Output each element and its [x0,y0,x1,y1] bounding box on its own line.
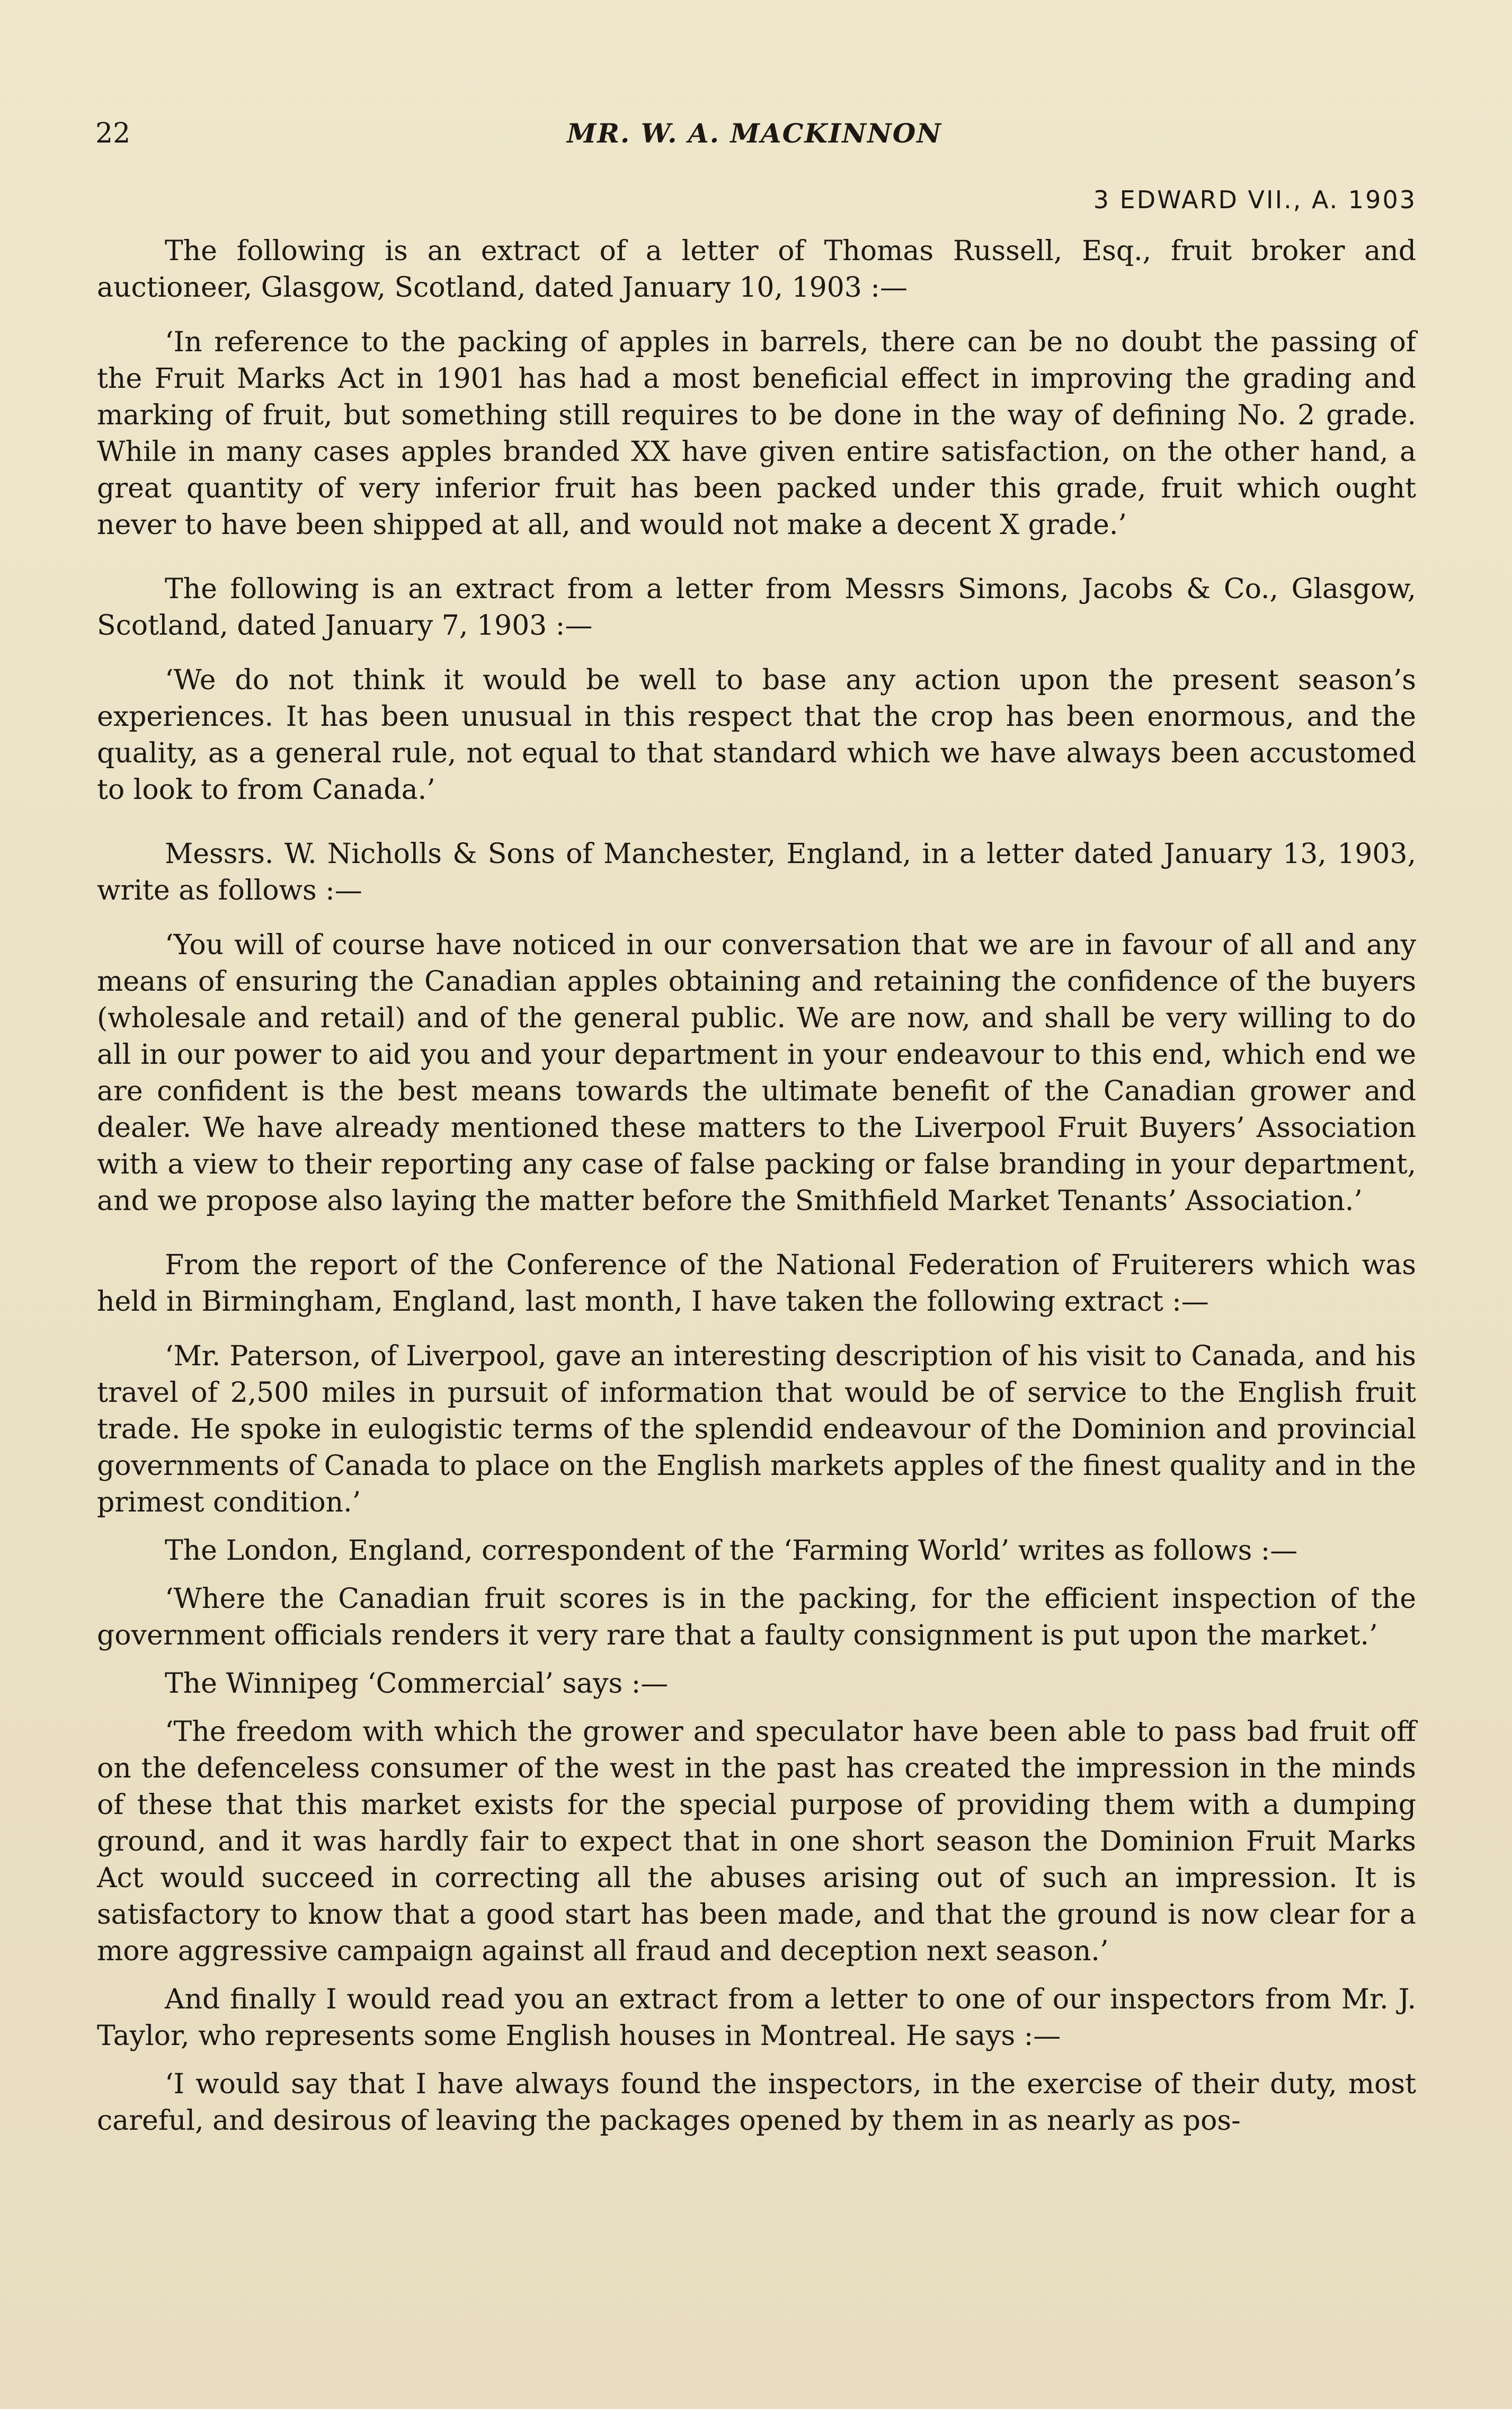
paragraph-taylor-intro: And finally I would read you an extract from a letter to one of our inspectors from Mr. J. Taylor, who represents some English houses in Montreal. He says :— [97,1984,1416,2052]
paragraph-commercial-intro: The Winnipeg ‘Commercial’ says :— [165,1668,669,1700]
paragraph-nicholls-intro: Messrs. W. Nicholls & Sons of Manchester, England, in a letter dated January 13, 1903, write as follows :— [97,838,1416,906]
quote-farming-world: ‘Where the Canadian fruit scores is in the packing, for the efficient inspection of the government officials renders it very rare that a faulty consignment is put upon the market.’ [97,1583,1416,1651]
paragraph-simons-intro: The following is an extract from a letter from Messrs Simons, Jacobs & Co., Glasgow, Scotland, dated January 7, 1903 :— [97,573,1416,642]
quote-nicholls: ‘You will of course have noticed in our conversation that we are in favour of all and any means of ensuring the Canadian apples obtaining and retaining the confidence of the buyers (wholesale and retail) and of the general public. We are now, and shall be very willing to do all in our power to aid you and your department in your endeavour to this end, which end we are confident is the best means towards the ultimate benefit of the Canadian grower and dealer. We have already mentioned these matters to the Liverpool Fruit Buyers’ Association with a view to their reporting any case of false packing or false branding in your department, and we propose also laying the matter before the Smithfield Market Tenants’ Association.’ [97,929,1416,1217]
paragraph-russell-intro: The following is an extract of a letter of Thomas Russell, Esq., fruit broker and auctioneer, Glasgow, Scotland, dated January 10, 1903 :— [97,235,1416,304]
quote-russell: ‘In reference to the packing of apples in barrels, there can be no doubt the passing of the Fruit Marks Act in 1901 has had a most beneficial effect in improving the grading and marking of fruit, but something still requires to be done in the way of defining No. 2 grade. While in many cases apples branded XX have given entire satisfaction, on the other hand, a great quantity of very inferior fruit has been packed under this grade, fruit which ought never to have been shipped at all, and would not make a decent X grade.’ [97,326,1416,541]
page-number: 22 [95,118,131,149]
paragraph-farming-world-intro: The London, England, correspondent of the ‘Farming World’ writes as follows :— [165,1535,1298,1567]
paragraph-conference-intro: From the report of the Conference of the National Federation of Fruiterers which was held in Birmingham, England, last month, I have taken the following extract :— [97,1249,1416,1318]
quote-taylor: ‘I would say that I have always found the inspectors, in the exercise of their duty, most careful, and desirous of leaving the packages opened by them in as nearly as pos- [97,2068,1416,2137]
quote-paterson: ‘Mr. Paterson, of Liverpool, gave an interesting description of his visit to Canada, and his travel of 2,500 miles in pursuit of information that would be of service to the English fruit trade. He spoke in eulogistic terms of the splendid endeavour of the Dominion and provincial governments of Canada to place on the English markets apples of the finest quality and in the primest condition.’ [97,1340,1416,1518]
running-title: MR. W. A. MACKINNON [567,118,942,149]
quote-simons: ‘We do not think it would be well to base any action upon the present season’s experiences. It has been unusual in this respect that the crop has been enormous, and the quality, as a general rule, not equal to that standard which we have always been accustomed to look to from Canada.’ [97,664,1416,806]
session-reference: 3 EDWARD VII., A. 1903 [1093,185,1417,214]
running-head [95,118,1420,160]
quote-commercial: ‘The freedom with which the grower and speculator have been able to pass bad fruit off on the defenceless consumer of the west in the past has created the impression in the minds of these that this market exists for the special purpose of providing them with a dumping ground, and it was hardly fair to expect that in one short season the Dominion Fruit Marks Act would succeed in correcting all the abuses arising out of such an impression. It is satisfactory to know that a good start has been made, and that the ground is now clear for a more aggressive campaign against all fraud and deception next season.’ [97,1716,1416,1967]
body-text [97,233,1416,2139]
